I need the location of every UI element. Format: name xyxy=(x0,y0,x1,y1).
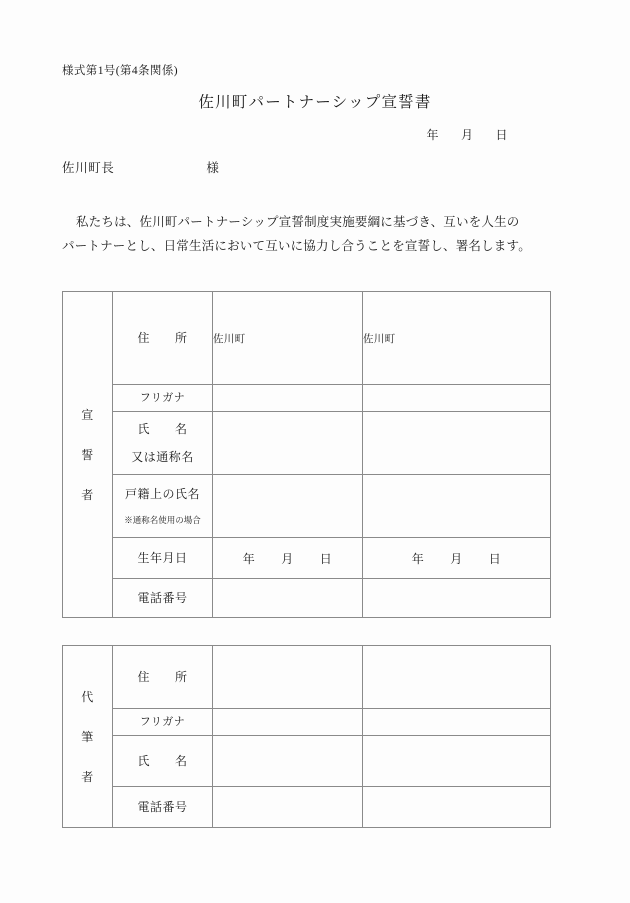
field-proxy-furigana-b[interactable] xyxy=(363,709,551,736)
table-row xyxy=(63,538,551,579)
proxy-group-label xyxy=(63,646,113,828)
field-declarant-phone-a[interactable] xyxy=(213,579,363,618)
birthdate-a-year: 年 xyxy=(242,551,256,566)
label-declarant-koseki-main: 戸籍上の氏名 xyxy=(124,487,200,502)
table-row xyxy=(63,709,551,736)
field-declarant-furigana-b[interactable] xyxy=(363,385,551,412)
proxy-group-char-1: 代 xyxy=(81,689,94,704)
label-declarant-phone: 電話番号 xyxy=(113,579,213,618)
declarant-table xyxy=(62,291,551,618)
label-proxy-address: 住 所 xyxy=(113,646,213,709)
table-row xyxy=(63,787,551,828)
field-proxy-address-a[interactable] xyxy=(213,646,363,709)
declaration-body-line1: 私たちは、佐川町パートナーシップ宣誓制度実施要綱に基づき、互いを人生の xyxy=(76,215,520,229)
addressee-line xyxy=(62,158,220,176)
field-proxy-name-b[interactable] xyxy=(363,736,551,787)
label-declarant-furigana: フリガナ xyxy=(113,385,213,412)
proxy-group-char-2: 筆 xyxy=(81,729,94,744)
field-declarant-birthdate-a[interactable] xyxy=(213,538,363,579)
table-row xyxy=(63,475,551,538)
table-row xyxy=(63,646,551,709)
label-proxy-phone: 電話番号 xyxy=(113,787,213,828)
field-declarant-address-b[interactable] xyxy=(363,292,551,385)
birthdate-a-month: 月 xyxy=(281,551,294,566)
declarant-address-a-prefill: 佐川町 xyxy=(213,333,246,345)
field-declarant-address-a[interactable] xyxy=(213,292,363,385)
declaration-body xyxy=(62,210,570,258)
birthdate-a-day: 日 xyxy=(319,551,333,566)
field-declarant-name-b[interactable] xyxy=(363,412,551,475)
label-declarant-name xyxy=(113,412,213,475)
field-proxy-furigana-a[interactable] xyxy=(213,709,363,736)
field-proxy-name-a[interactable] xyxy=(213,736,363,787)
page-title: 佐川町パートナーシップ宣誓書 xyxy=(198,94,432,111)
field-declarant-phone-b[interactable] xyxy=(363,579,551,618)
label-declarant-koseki-name xyxy=(113,475,213,538)
declarant-address-b-prefill: 佐川町 xyxy=(363,333,396,345)
table-row xyxy=(63,579,551,618)
date-line xyxy=(426,126,508,143)
declaration-body-line2: パートナーとし、日常生活において互いに協力し合うことを宣誓し、署名します。 xyxy=(62,239,531,253)
label-declarant-name-sub: 又は通称名 xyxy=(131,450,194,464)
declarant-group-char-3: 者 xyxy=(81,487,94,502)
label-declarant-koseki-note: ※通称名使用の場合 xyxy=(124,515,201,526)
proxy-writer-table xyxy=(62,645,551,828)
declarant-group-char-2: 誓 xyxy=(81,447,94,462)
field-proxy-phone-a[interactable] xyxy=(213,787,363,828)
date-month-label: 月 xyxy=(460,128,474,142)
declarant-group-label xyxy=(63,292,113,618)
field-declarant-furigana-a[interactable] xyxy=(213,385,363,412)
table-row xyxy=(63,412,551,475)
declarant-group-char-1: 宣 xyxy=(81,407,94,422)
label-declarant-name-main: 氏 名 xyxy=(137,422,188,436)
addressee-name: 佐川町長 xyxy=(62,161,115,175)
date-day-label: 日 xyxy=(495,128,508,142)
date-year-label: 年 xyxy=(426,128,439,142)
field-proxy-address-b[interactable] xyxy=(363,646,551,709)
birthdate-b-day: 日 xyxy=(488,551,502,566)
label-declarant-birthdate: 生年月日 xyxy=(113,538,213,579)
table-row xyxy=(63,292,551,385)
table-row xyxy=(63,385,551,412)
addressee-honorific: 様 xyxy=(206,161,220,175)
table-row xyxy=(63,736,551,787)
birthdate-b-year: 年 xyxy=(411,551,425,566)
field-declarant-koseki-a[interactable] xyxy=(213,475,363,538)
birthdate-b-month: 月 xyxy=(450,551,463,566)
field-declarant-birthdate-b[interactable] xyxy=(363,538,551,579)
proxy-group-char-3: 者 xyxy=(81,769,94,784)
field-proxy-phone-b[interactable] xyxy=(363,787,551,828)
field-declarant-koseki-b[interactable] xyxy=(363,475,551,538)
field-declarant-name-a[interactable] xyxy=(213,412,363,475)
label-proxy-furigana: フリガナ xyxy=(113,709,213,736)
form-number: 様式第1号(第4条関係) xyxy=(62,65,178,77)
label-proxy-name: 氏 名 xyxy=(113,736,213,787)
label-declarant-address: 住 所 xyxy=(113,292,213,385)
